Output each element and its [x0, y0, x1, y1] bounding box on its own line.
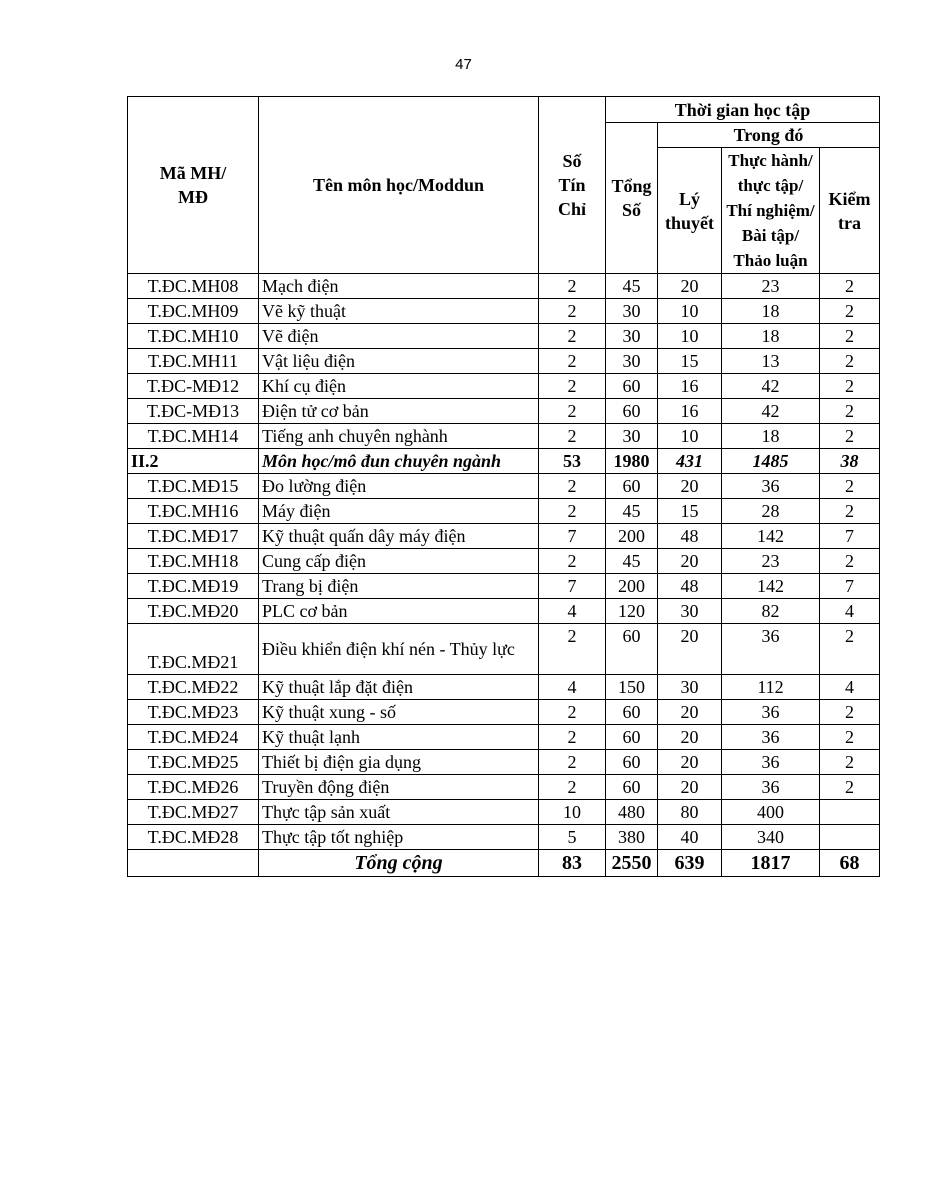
- table-row: [128, 274, 880, 299]
- cell-credits: 7: [539, 574, 606, 599]
- header-theory: Lý thuyết: [658, 148, 722, 274]
- table-row: [128, 524, 880, 549]
- cell-total: 60: [606, 750, 658, 775]
- cell-theory: 20: [658, 624, 722, 675]
- cell-exam: 2: [820, 349, 880, 374]
- cell-theory: 20: [658, 725, 722, 750]
- cell-code: T.ĐC.MH09: [128, 299, 259, 324]
- cell-name: Cung cấp điện: [259, 549, 539, 574]
- cell-theory: 48: [658, 574, 722, 599]
- cell-exam: 7: [820, 524, 880, 549]
- cell-credits: 2: [539, 299, 606, 324]
- cell-exam: [820, 825, 880, 850]
- cell-code: T.ĐC.MH10: [128, 324, 259, 349]
- cell-theory: 10: [658, 299, 722, 324]
- cell-code: II.2: [128, 449, 259, 474]
- cell-code: T.ĐC.MĐ21: [128, 624, 259, 675]
- cell-exam: 2: [820, 624, 880, 675]
- curriculum-table: [127, 96, 880, 877]
- cell-total: 60: [606, 725, 658, 750]
- cell-credits: 83: [539, 850, 606, 877]
- cell-exam: 68: [820, 850, 880, 877]
- cell-exam: 2: [820, 725, 880, 750]
- cell-code: [128, 850, 259, 877]
- cell-name: Vật liệu điện: [259, 349, 539, 374]
- cell-practice: 18: [722, 424, 820, 449]
- cell-theory: 20: [658, 700, 722, 725]
- cell-theory: 20: [658, 274, 722, 299]
- page-number: 47: [455, 56, 472, 73]
- header-name: Tên môn học/Moddun: [259, 97, 539, 274]
- cell-practice: 42: [722, 374, 820, 399]
- cell-exam: 2: [820, 549, 880, 574]
- cell-exam: [820, 800, 880, 825]
- cell-name: Điều khiển điện khí nén - Thủy lực: [259, 624, 539, 675]
- cell-credits: 4: [539, 675, 606, 700]
- cell-practice: 23: [722, 274, 820, 299]
- table-row: [128, 349, 880, 374]
- header-time-group: Thời gian học tập: [606, 97, 880, 123]
- cell-name: Vẽ kỹ thuật: [259, 299, 539, 324]
- cell-credits: 2: [539, 374, 606, 399]
- cell-code: T.ĐC.MH16: [128, 499, 259, 524]
- cell-exam: 7: [820, 574, 880, 599]
- cell-credits: 2: [539, 324, 606, 349]
- table-row: [128, 675, 880, 700]
- cell-theory: 20: [658, 775, 722, 800]
- cell-total: 60: [606, 474, 658, 499]
- cell-name: Tiếng anh chuyên nghành: [259, 424, 539, 449]
- header-exam: Kiểm tra: [820, 148, 880, 274]
- cell-total: 2550: [606, 850, 658, 877]
- table-row: [128, 800, 880, 825]
- cell-exam: 38: [820, 449, 880, 474]
- cell-total: 200: [606, 524, 658, 549]
- cell-practice: 36: [722, 700, 820, 725]
- cell-credits: 2: [539, 624, 606, 675]
- cell-credits: 2: [539, 349, 606, 374]
- cell-code: T.ĐC.MĐ27: [128, 800, 259, 825]
- cell-theory: 40: [658, 825, 722, 850]
- cell-name: Truyền động điện: [259, 775, 539, 800]
- cell-practice: 1817: [722, 850, 820, 877]
- cell-exam: 4: [820, 599, 880, 624]
- cell-theory: 80: [658, 800, 722, 825]
- cell-name: Thiết bị điện gia dụng: [259, 750, 539, 775]
- cell-credits: 2: [539, 775, 606, 800]
- table-row: [128, 499, 880, 524]
- cell-total: 30: [606, 349, 658, 374]
- header-code: Mã MH/ MĐ: [128, 97, 259, 274]
- cell-code: T.ĐC.MĐ28: [128, 825, 259, 850]
- cell-code: T.ĐC.MĐ19: [128, 574, 259, 599]
- cell-code: T.ĐC.MH18: [128, 549, 259, 574]
- table-body: [128, 274, 880, 877]
- cell-name: Điện tử cơ bản: [259, 399, 539, 424]
- header-credits: Số Tín Chỉ: [539, 97, 606, 274]
- cell-exam: 2: [820, 775, 880, 800]
- cell-exam: 2: [820, 374, 880, 399]
- cell-name: Vẽ điện: [259, 324, 539, 349]
- cell-exam: 4: [820, 675, 880, 700]
- cell-theory: 20: [658, 474, 722, 499]
- total-label: Tổng cộng: [259, 850, 539, 877]
- table-row: [128, 624, 880, 675]
- cell-theory: 20: [658, 750, 722, 775]
- cell-credits: 2: [539, 274, 606, 299]
- cell-practice: 112: [722, 675, 820, 700]
- cell-practice: 142: [722, 574, 820, 599]
- cell-total: 60: [606, 399, 658, 424]
- cell-exam: 2: [820, 499, 880, 524]
- cell-theory: 15: [658, 499, 722, 524]
- cell-total: 30: [606, 424, 658, 449]
- table-row: [128, 374, 880, 399]
- cell-code: T.ĐC.MĐ15: [128, 474, 259, 499]
- cell-exam: 2: [820, 324, 880, 349]
- cell-code: T.ĐC.MH14: [128, 424, 259, 449]
- cell-code: T.ĐC.MĐ20: [128, 599, 259, 624]
- cell-credits: 7: [539, 524, 606, 549]
- cell-exam: 2: [820, 424, 880, 449]
- cell-credits: 2: [539, 750, 606, 775]
- cell-total: 60: [606, 700, 658, 725]
- cell-credits: 4: [539, 599, 606, 624]
- cell-total: 480: [606, 800, 658, 825]
- cell-total: 45: [606, 274, 658, 299]
- cell-theory: 431: [658, 449, 722, 474]
- cell-code: T.ĐC.MH11: [128, 349, 259, 374]
- cell-practice: 36: [722, 750, 820, 775]
- cell-credits: 2: [539, 474, 606, 499]
- cell-credits: 5: [539, 825, 606, 850]
- cell-code: T.ĐC.MĐ26: [128, 775, 259, 800]
- table-row: [128, 599, 880, 624]
- cell-practice: 13: [722, 349, 820, 374]
- header-total: Tổng Số: [606, 123, 658, 274]
- table-row: [128, 324, 880, 349]
- group-row: [128, 449, 880, 474]
- cell-credits: 2: [539, 549, 606, 574]
- cell-name: PLC cơ bản: [259, 599, 539, 624]
- cell-credits: 10: [539, 800, 606, 825]
- cell-name: Mạch điện: [259, 274, 539, 299]
- cell-name: Đo lường điện: [259, 474, 539, 499]
- cell-credits: 2: [539, 700, 606, 725]
- header-of-which: Trong đó: [658, 123, 880, 148]
- table-row: [128, 825, 880, 850]
- cell-exam: 2: [820, 399, 880, 424]
- cell-code: T.ĐC.MH08: [128, 274, 259, 299]
- cell-total: 60: [606, 775, 658, 800]
- cell-practice: 42: [722, 399, 820, 424]
- cell-practice: 18: [722, 324, 820, 349]
- cell-theory: 639: [658, 850, 722, 877]
- cell-exam: 2: [820, 700, 880, 725]
- cell-practice: 36: [722, 624, 820, 675]
- cell-name: Thực tập tốt nghiệp: [259, 825, 539, 850]
- cell-name: Khí cụ điện: [259, 374, 539, 399]
- cell-total: 120: [606, 599, 658, 624]
- cell-theory: 15: [658, 349, 722, 374]
- cell-practice: 36: [722, 775, 820, 800]
- table-row: [128, 424, 880, 449]
- cell-practice: 36: [722, 474, 820, 499]
- cell-exam: 2: [820, 299, 880, 324]
- cell-code: T.ĐC.MĐ23: [128, 700, 259, 725]
- cell-credits: 2: [539, 499, 606, 524]
- cell-total: 45: [606, 499, 658, 524]
- cell-code: T.ĐC-MĐ13: [128, 399, 259, 424]
- table-row: [128, 700, 880, 725]
- cell-code: T.ĐC.MĐ17: [128, 524, 259, 549]
- table-row: [128, 549, 880, 574]
- cell-total: 60: [606, 624, 658, 675]
- cell-total: 60: [606, 374, 658, 399]
- cell-credits: 2: [539, 725, 606, 750]
- cell-code: T.ĐC.MĐ22: [128, 675, 259, 700]
- table-row: [128, 750, 880, 775]
- cell-name: Kỹ thuật lạnh: [259, 725, 539, 750]
- cell-name: Kỹ thuật quấn dây máy điện: [259, 524, 539, 549]
- cell-exam: 2: [820, 274, 880, 299]
- cell-exam: 2: [820, 474, 880, 499]
- table-row: [128, 474, 880, 499]
- table-row: [128, 299, 880, 324]
- header-practice: Thực hành/ thực tập/ Thí nghiệm/ Bài tập/ Thảo luận: [722, 148, 820, 274]
- cell-theory: 30: [658, 675, 722, 700]
- cell-total: 30: [606, 299, 658, 324]
- cell-code: T.ĐC-MĐ12: [128, 374, 259, 399]
- cell-name: Môn học/mô đun chuyên ngành: [259, 449, 539, 474]
- cell-name: Kỹ thuật xung - số: [259, 700, 539, 725]
- cell-practice: 23: [722, 549, 820, 574]
- table-header: [128, 97, 880, 274]
- cell-total: 30: [606, 324, 658, 349]
- cell-total: 200: [606, 574, 658, 599]
- cell-name: Trang bị điện: [259, 574, 539, 599]
- cell-code: T.ĐC.MĐ24: [128, 725, 259, 750]
- cell-total: 380: [606, 825, 658, 850]
- cell-theory: 16: [658, 399, 722, 424]
- cell-total: 1980: [606, 449, 658, 474]
- cell-practice: 18: [722, 299, 820, 324]
- cell-name: Kỹ thuật lắp đặt điện: [259, 675, 539, 700]
- cell-exam: 2: [820, 750, 880, 775]
- cell-practice: 142: [722, 524, 820, 549]
- cell-practice: 400: [722, 800, 820, 825]
- cell-total: 45: [606, 549, 658, 574]
- total-row: [128, 850, 880, 877]
- table-row: [128, 574, 880, 599]
- cell-practice: 1485: [722, 449, 820, 474]
- cell-practice: 82: [722, 599, 820, 624]
- cell-practice: 340: [722, 825, 820, 850]
- cell-theory: 10: [658, 424, 722, 449]
- cell-credits: 53: [539, 449, 606, 474]
- cell-theory: 48: [658, 524, 722, 549]
- cell-theory: 16: [658, 374, 722, 399]
- cell-theory: 20: [658, 549, 722, 574]
- cell-name: Máy điện: [259, 499, 539, 524]
- cell-total: 150: [606, 675, 658, 700]
- cell-credits: 2: [539, 399, 606, 424]
- table-row: [128, 725, 880, 750]
- table-row: [128, 775, 880, 800]
- cell-theory: 10: [658, 324, 722, 349]
- cell-code: T.ĐC.MĐ25: [128, 750, 259, 775]
- cell-practice: 28: [722, 499, 820, 524]
- cell-theory: 30: [658, 599, 722, 624]
- cell-credits: 2: [539, 424, 606, 449]
- table-row: [128, 399, 880, 424]
- cell-name: Thực tập sản xuất: [259, 800, 539, 825]
- cell-practice: 36: [722, 725, 820, 750]
